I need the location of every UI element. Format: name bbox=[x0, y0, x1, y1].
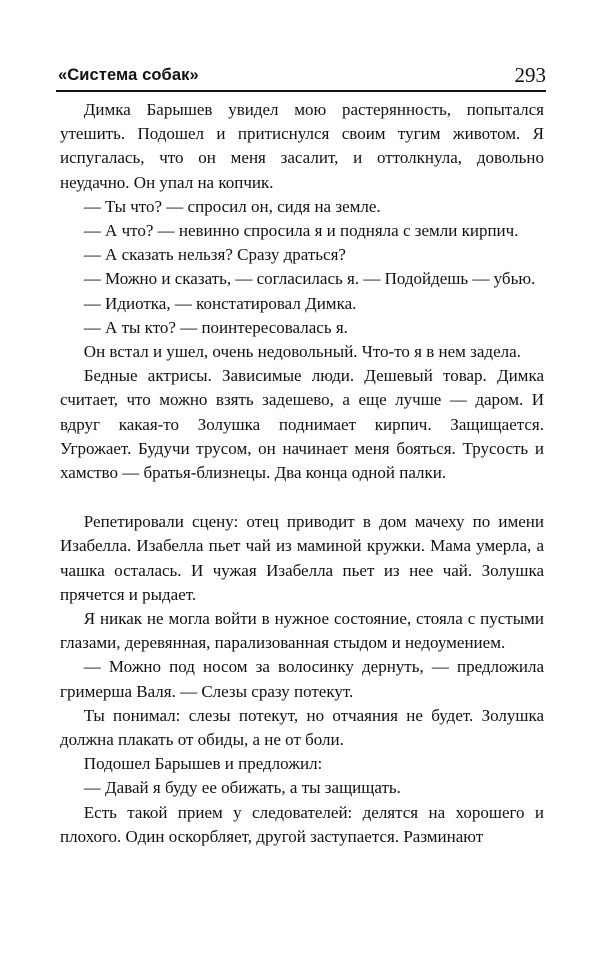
dialogue-line: — Ты что? — спросил он, сидя на земле. bbox=[83, 196, 381, 216]
paragraph: Есть такой прием у следователей: делятся на хорошего и плохого. Один оскорбляет, другой заступается. Разминают bbox=[60, 802, 544, 846]
paragraph: Репетировали сцену: отец приводит в дом мачеху по имени Изабелла. Изабелла пьет чай из маминой кружки. Мама умерла, а чашка осталась. И чужая Изабелла пьет из нее чай. Золушка прячется и рыдает. bbox=[60, 512, 544, 604]
dialogue-line: — Можно под носом за волосинку дернуть, — предложила гримерша Валя. — Слезы сразу потекут. bbox=[60, 657, 544, 701]
paragraph: Бедные актрисы. Зависимые люди. Дешевый товар. Димка считает, что можно взять задешево, а еще лучше — даром. И вдруг какая-то Золушка поднимает кирпич. Защищается. Угрожает. Будучи трусом, он начинает меня бояться. Трусость и хамство — братья-близнецы. Два конца одной палки. bbox=[60, 366, 544, 483]
body-text bbox=[60, 98, 544, 849]
paragraph: Димка Барышев увидел мою растерянность, попытался утешить. Подошел и притиснулся своим тугим животом. Я испугалась, что он меня засалит, и оттолкнула, довольно неудачно. Он упал на копчик. bbox=[60, 100, 544, 192]
page-header bbox=[56, 64, 546, 92]
paragraph: Подошел Барышев и предложил: bbox=[83, 754, 323, 774]
dialogue-line: — Давай я буду ее обижать, а ты защищать. bbox=[83, 778, 401, 798]
paragraph: Я никак не могла войти в нужное состояние, стояла с пустыми глазами, деревянная, парализованная стыдом и недоумением. bbox=[60, 609, 544, 653]
page-number: 293 bbox=[514, 63, 546, 87]
paragraph: Ты понимал: слезы потекут, но отчаяния не будет. Золушка должна плакать от обиды, а не от боли. bbox=[60, 705, 544, 750]
dialogue-line: — А сказать нельзя? Сразу драться? bbox=[83, 245, 346, 265]
paragraph: Он встал и ушел, очень недовольный. Что-то я в нем задела. bbox=[83, 342, 521, 362]
section-break bbox=[60, 485, 544, 510]
dialogue-line: — А ты кто? — поинтересовалась я. bbox=[83, 317, 348, 337]
running-title: «Система собак» bbox=[58, 66, 199, 84]
dialogue-line: — А что? — невинно спросила я и подняла с земли кирпич. bbox=[83, 221, 519, 241]
dialogue-line: — Идиотка, — констатировал Димка. bbox=[83, 293, 357, 313]
dialogue-line: — Можно и сказать, — согласилась я. — Подойдешь — убью. bbox=[83, 269, 536, 289]
